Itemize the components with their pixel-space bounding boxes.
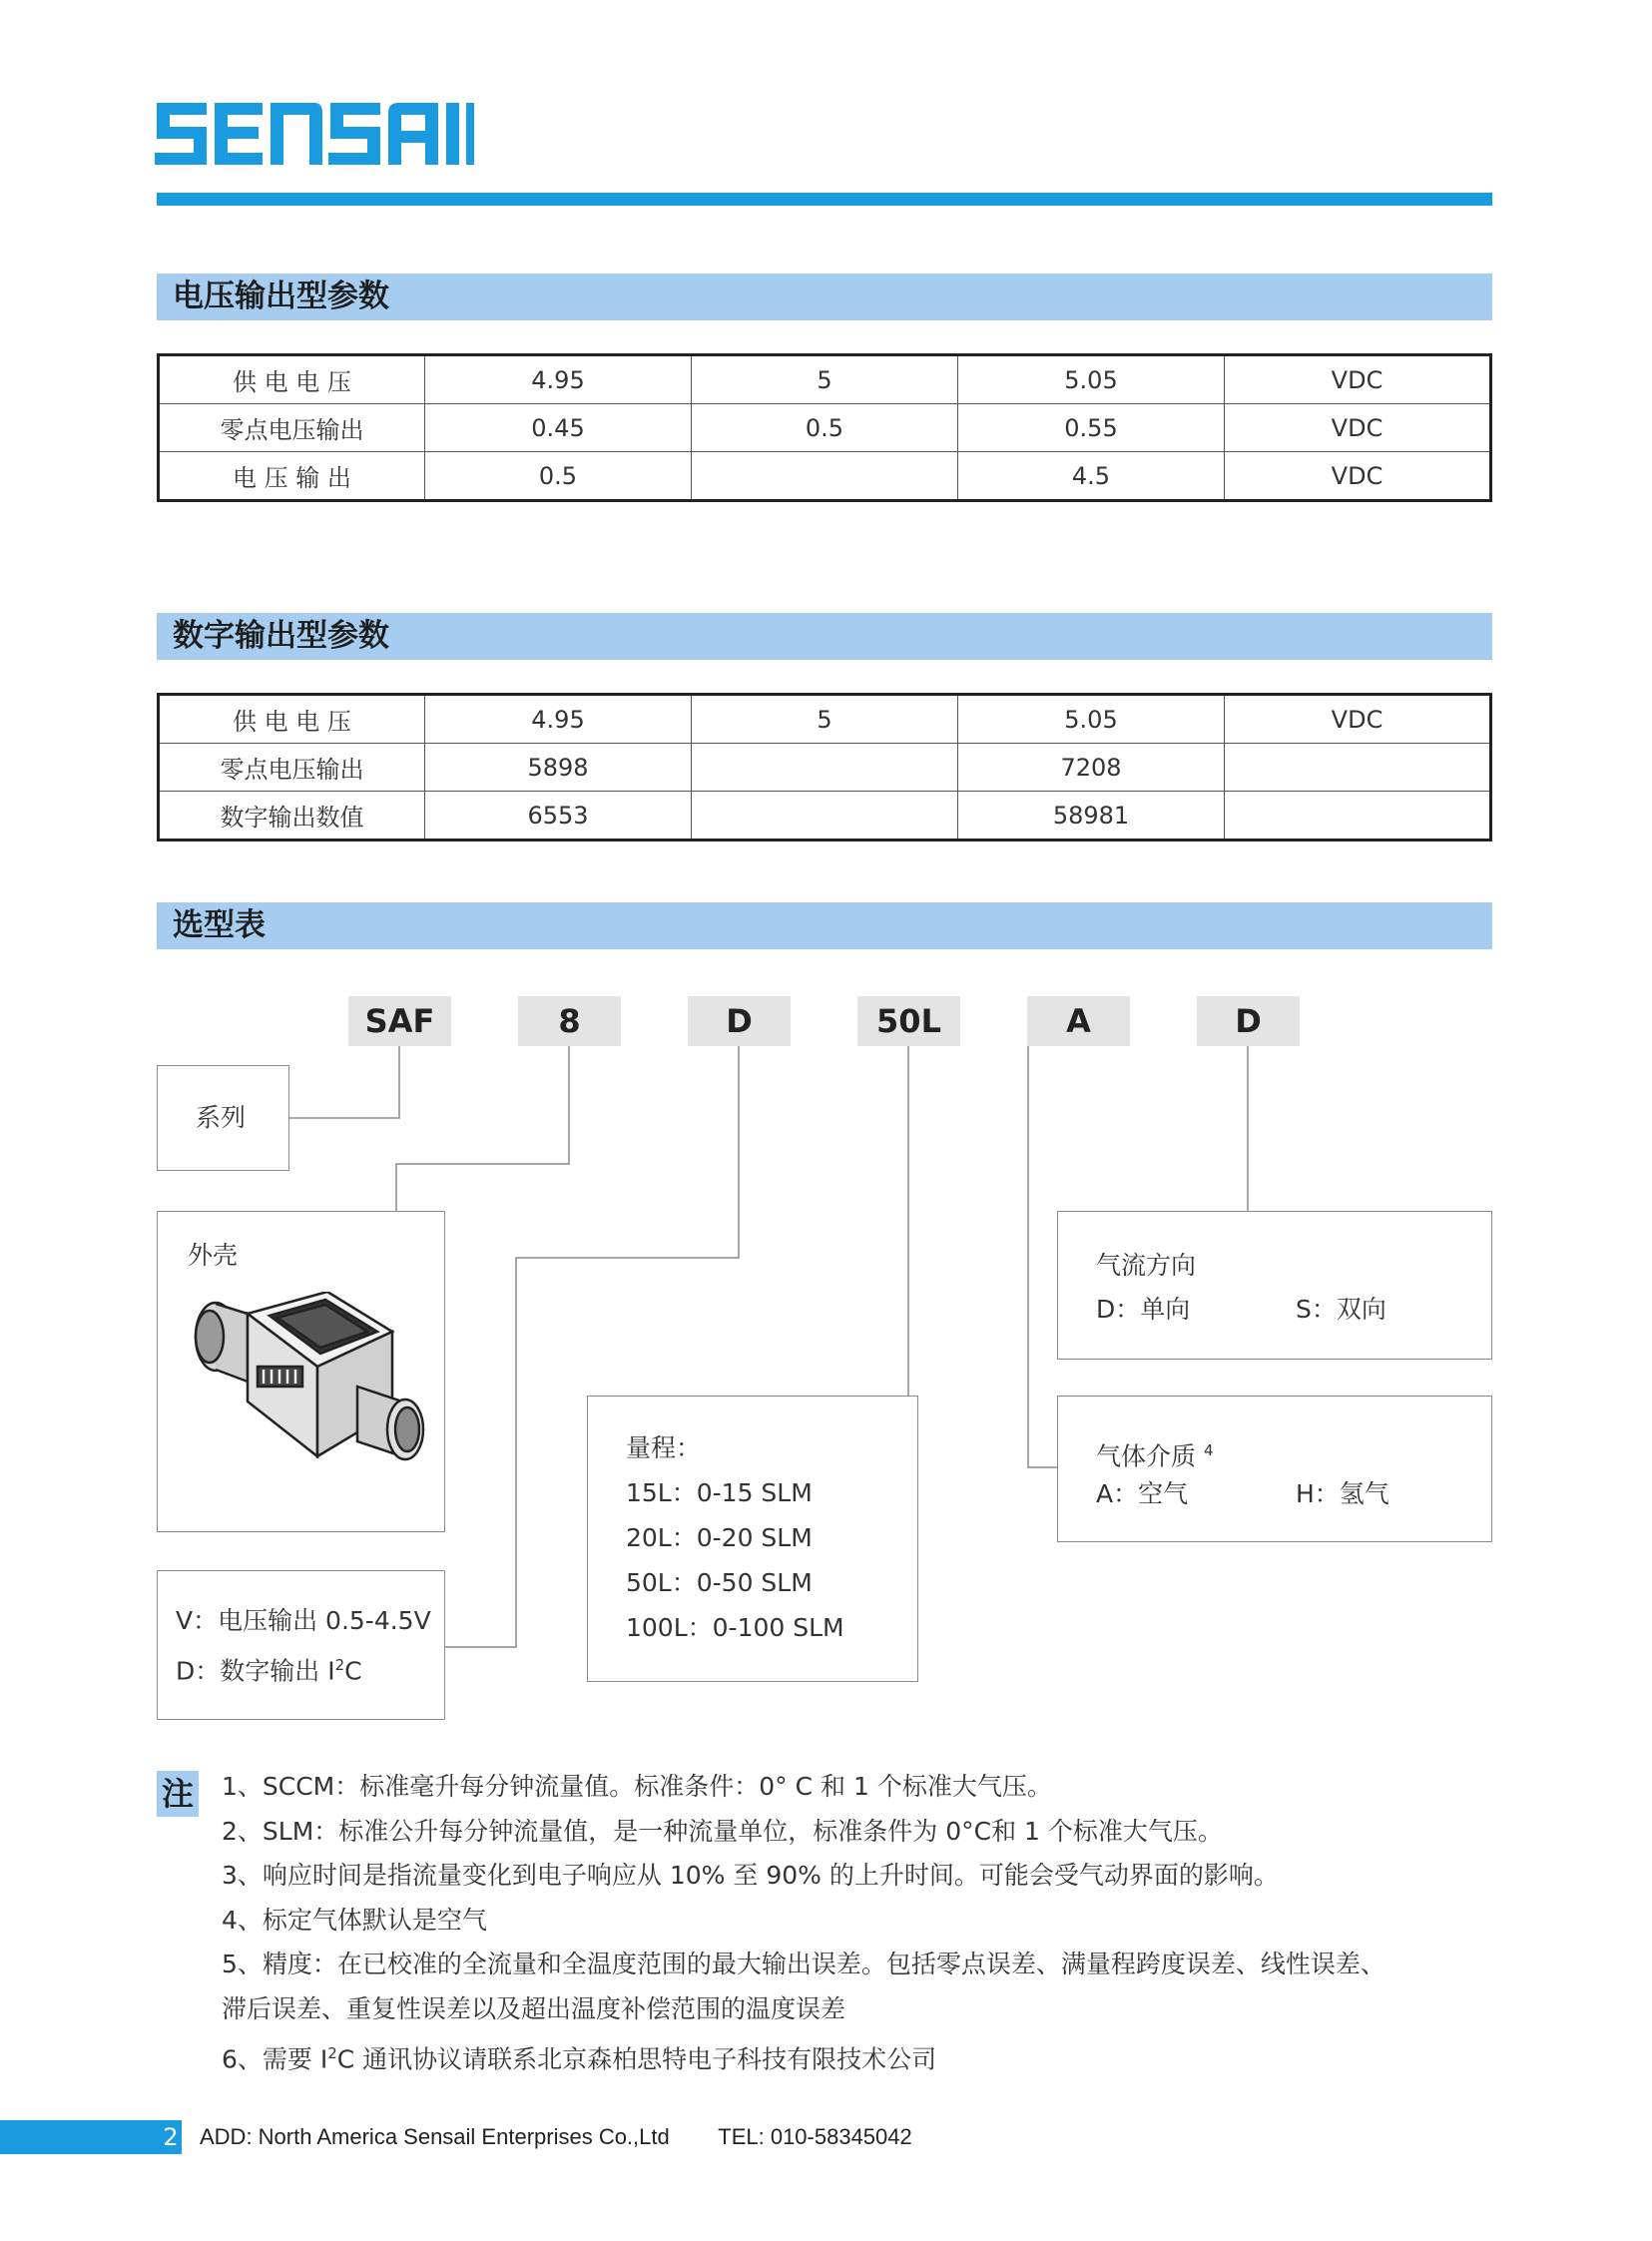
code-gas: A (1027, 996, 1130, 1046)
selection-section-title: 选型表 (157, 902, 1492, 949)
param-label: 零点电压输出 (159, 404, 425, 452)
min-value: 4.95 (425, 695, 692, 744)
flow-direction-option: S：双向 (1296, 1295, 1386, 1324)
code-output: D (688, 996, 791, 1046)
notes-list (222, 1765, 1499, 2082)
series-label: 系列 (196, 1103, 247, 1132)
housing-label: 外壳 (188, 1241, 239, 1270)
gas-medium-option: H：氢气 (1296, 1479, 1389, 1508)
notes-mark: 注 (157, 1771, 199, 1817)
max-value: 7208 (958, 744, 1225, 792)
flow-direction-option: D：单向 (1096, 1295, 1191, 1324)
note-item: 4、标定气体默认是空气 (222, 1905, 487, 1935)
code-range: 50L (857, 996, 960, 1046)
code-series: SAF (348, 996, 451, 1046)
output-type-box (157, 1570, 445, 1720)
max-value: 0.55 (958, 404, 1225, 452)
gas-medium-title: 气体介质 $^4$ (1096, 1441, 1214, 1471)
code-housing: 8 (518, 996, 621, 1046)
flow-direction-title: 气流方向 (1096, 1251, 1197, 1280)
page-number: 2 (163, 2123, 179, 2151)
param-label: 供 电 电 压 (159, 695, 425, 744)
footer-contact (200, 2120, 912, 2154)
min-value: 5898 (425, 744, 692, 792)
param-label: 供 电 电 压 (159, 355, 425, 404)
unit: VDC (1225, 695, 1491, 744)
note-item: 3、响应时间是指流量变化到电子响应从 10% 至 90% 的上升时间。可能会受气动界面的影响。 (222, 1861, 1279, 1890)
sensor-housing-image (178, 1292, 427, 1491)
range-option: 50L：0-50 SLM (626, 1568, 813, 1597)
typ-value: 0.5 (692, 404, 958, 452)
range-option: 20L：0-20 SLM (626, 1523, 813, 1552)
max-value: 5.05 (958, 695, 1225, 744)
note-item: 5、精度：在已校准的全流量和全温度范围的最大输出误差。包括零点误差、满量程跨度误差、线性误差、 (222, 1950, 1385, 1978)
flow-direction-box (1057, 1211, 1492, 1360)
unit: VDC (1225, 404, 1491, 452)
note-item: 滞后误差、重复性误差以及超出温度补偿范围的温度误差 (222, 1993, 846, 2023)
output-digital-option: D：数字输出 $I^2C$ (176, 1656, 362, 1686)
output-voltage-option: V：电压输出 0.5-4.5V (176, 1606, 431, 1635)
gas-medium-box (1057, 1396, 1492, 1542)
param-label: 零点电压输出 (159, 744, 425, 792)
note-item: 6、需要 $I^2C$ 通讯协议请联系北京森柏思特电子科技有限技术公司 (222, 2044, 937, 2074)
housing-box (157, 1211, 445, 1532)
note-item: 2、SLM：标准公升每分钟流量值，是一种流量单位，标准条件为 0°C和 1 个标准大气压。 (222, 1816, 1223, 1846)
param-label: 数字输出数值 (159, 792, 425, 840)
range-box (587, 1396, 918, 1682)
max-value: 5.05 (958, 355, 1225, 404)
typ-value: 5 (692, 355, 958, 404)
max-value: 4.5 (958, 452, 1225, 501)
note-item: 1、SCCM：标准毫升每分钟流量值。标准条件：0° C 和 1 个标准大气压。 (222, 1772, 1052, 1801)
series-box (157, 1065, 289, 1171)
range-option: 15L：0-15 SLM (626, 1478, 813, 1507)
digital-section-title: 数字输出型参数 (157, 613, 1492, 660)
typ-value: 5 (692, 695, 958, 744)
min-value: 0.45 (425, 404, 692, 452)
param-label: 电 压 输 出 (159, 452, 425, 501)
voltage-section-title: 电压输出型参数 (157, 274, 1492, 320)
min-value: 4.95 (425, 355, 692, 404)
range-option: 100L：0-100 SLM (626, 1613, 844, 1642)
gas-medium-option: A：空气 (1096, 1479, 1189, 1508)
footer-bar (0, 2120, 182, 2154)
min-value: 6553 (425, 792, 692, 840)
code-direction: D (1197, 996, 1300, 1046)
footer-tel: TEL: 010-58345042 (718, 2124, 912, 2149)
range-title: 量程： (626, 1433, 702, 1462)
min-value: 0.5 (425, 452, 692, 501)
max-value: 58981 (958, 792, 1225, 840)
unit: VDC (1225, 452, 1491, 501)
footer-address: ADD: North America Sensail Enterprises Co.,Ltd (200, 2124, 670, 2149)
unit: VDC (1225, 355, 1491, 404)
